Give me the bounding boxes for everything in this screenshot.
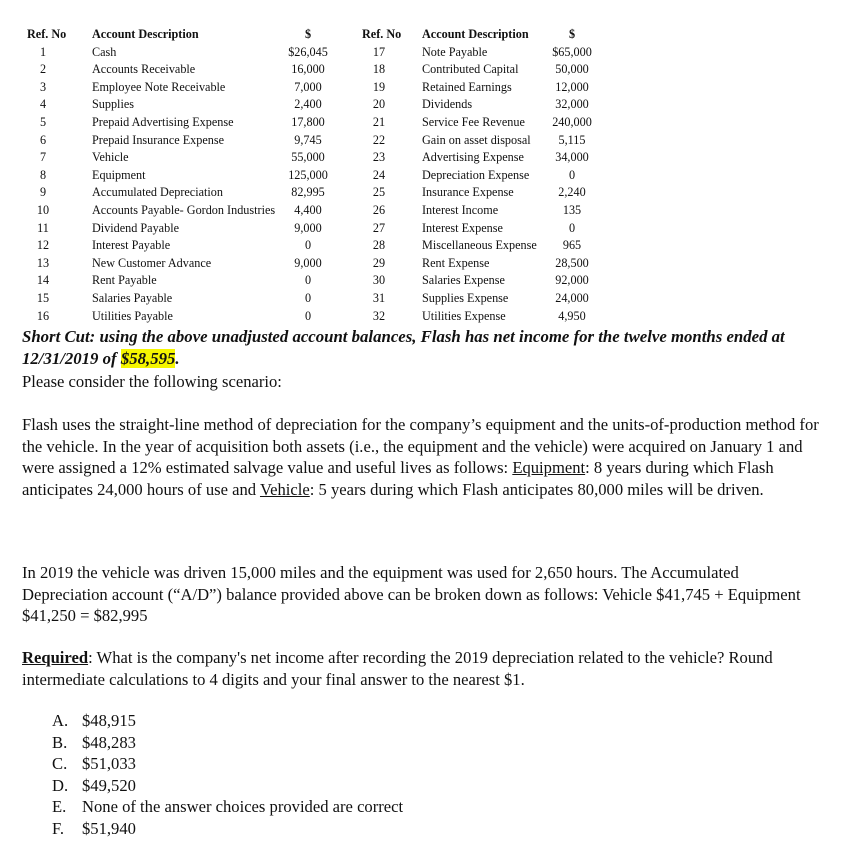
table-row [27, 167, 607, 185]
account-description-cell: Note Payable [422, 44, 488, 59]
account-description-cell: Depreciation Expense [422, 167, 530, 182]
ref-no-cell: 25 [372, 185, 386, 200]
account-description-cell: Prepaid Insurance Expense [92, 132, 224, 147]
amount-cell: 9,745 [294, 132, 322, 147]
amount-cell: 32,000 [555, 97, 589, 112]
ref-no-cell: 29 [372, 255, 386, 270]
ref-no-cell: 1 [39, 44, 47, 59]
header-ref-no: Ref. No [362, 27, 402, 41]
amount-cell: 5,115 [558, 132, 586, 147]
table-row [27, 308, 607, 326]
required-text: : What is the company's net income after recording the 2019 depreciation related to the vehicle? Round intermediate calculations to 4 digits and your final answer to the nearest $1. [22, 648, 773, 689]
answer-choice [52, 732, 403, 754]
table-row [27, 237, 607, 255]
choice-letter: F. [52, 818, 65, 838]
answer-choices [52, 710, 403, 840]
answer-choice [52, 818, 403, 840]
account-description-cell: Miscellaneous Expense [422, 238, 537, 253]
amount-cell: 7,000 [294, 79, 322, 94]
ref-no-cell: 2 [39, 62, 47, 77]
shortcut-end: . [175, 348, 180, 368]
account-description-cell: Accounts Payable- Gordon Industries [92, 202, 276, 217]
ref-no-cell: 8 [39, 167, 47, 182]
amount-cell: 0 [568, 167, 576, 182]
header-account-description: Account Description [422, 27, 529, 41]
account-description-cell: Contributed Capital [422, 62, 519, 77]
amount-cell: 4,400 [294, 202, 322, 217]
header-account-description: Account Description [92, 27, 199, 41]
account-description-cell: Salaries Expense [422, 273, 505, 288]
answer-choice [52, 753, 403, 775]
required-label: Required [22, 648, 89, 667]
choice-text: $48,283 [82, 732, 136, 752]
choice-text: None of the answer choices provided are correct [82, 797, 404, 817]
amount-cell: 4,950 [558, 308, 586, 323]
account-description-cell: New Customer Advance [92, 255, 212, 270]
ref-no-cell: 28 [372, 238, 386, 253]
amount-cell: 0 [568, 220, 576, 235]
ref-no-cell: 13 [36, 255, 50, 270]
ref-no-cell: 15 [36, 290, 50, 305]
usage-paragraph: In 2019 the vehicle was driven 15,000 miles and the equipment was used for 2,650 hours. The Accumulated Depreciation account (“A/D”) balance provided above can be broken down as follows: Vehicle $41,745 + Equipment $41,250 = $82,995 [22, 563, 801, 625]
account-description-cell: Dividend Payable [92, 220, 179, 235]
ref-no-cell: 11 [37, 220, 49, 235]
table-header-row [27, 26, 607, 44]
account-description-cell: Supplies [92, 97, 134, 112]
table-row [27, 114, 607, 132]
table-row [27, 202, 607, 220]
account-description-cell: Advertising Expense [422, 150, 524, 165]
ref-no-cell: 9 [39, 185, 47, 200]
ref-no-cell: 21 [372, 114, 386, 129]
amount-cell: 28,500 [555, 255, 589, 270]
amount-cell: 240,000 [552, 114, 592, 129]
ref-no-cell: 22 [372, 132, 386, 147]
choice-letter: D. [52, 775, 69, 795]
ref-no-cell: 4 [39, 97, 47, 112]
table-row [27, 79, 607, 97]
ref-no-cell: 24 [372, 167, 386, 182]
account-description-cell: Accumulated Depreciation [92, 185, 223, 200]
account-description-cell: Cash [92, 44, 117, 59]
account-description-cell: Insurance Expense [422, 185, 514, 200]
account-description-cell: Accounts Receivable [92, 62, 196, 77]
amount-cell: 0 [304, 238, 312, 253]
account-description-cell: Interest Income [422, 202, 499, 217]
answer-choice [52, 775, 403, 797]
amount-cell: 9,000 [294, 220, 322, 235]
table-row [27, 44, 607, 62]
equipment-label: Equipment [512, 458, 586, 477]
account-description-cell: Gain on asset disposal [422, 132, 531, 147]
ref-no-cell: 6 [39, 132, 47, 147]
equipment-text: : 8 years during which Flash anticipates 24,000 hours of use and [22, 458, 774, 499]
account-description-cell: Supplies Expense [422, 290, 509, 305]
account-description-cell: Equipment [92, 167, 146, 182]
ref-no-cell: 18 [372, 62, 386, 77]
ref-no-cell: 12 [36, 238, 50, 253]
table-row [27, 184, 607, 202]
net-income-highlight: $58,595 [120, 348, 176, 368]
ref-no-cell: 23 [372, 150, 386, 165]
choice-letter: E. [52, 797, 67, 817]
header-amount: $ [568, 27, 576, 41]
scenario-intro-line: Please consider the following scenario: [22, 372, 282, 391]
account-description-cell: Vehicle [92, 150, 129, 165]
table-row [27, 149, 607, 167]
choice-text: $48,915 [82, 711, 136, 730]
required-paragraph [22, 647, 822, 690]
amount-cell: 17,800 [291, 114, 325, 129]
amount-cell: 2,400 [294, 97, 322, 112]
account-description-cell: Salaries Payable [92, 290, 173, 305]
ref-no-cell: 32 [372, 308, 386, 323]
account-description-cell: Rent Payable [92, 273, 157, 288]
ref-no-cell: 16 [36, 308, 50, 323]
account-description-cell: Employee Note Receivable [92, 79, 226, 94]
ref-no-cell: 5 [39, 114, 47, 129]
table-row [27, 61, 607, 79]
table-row [27, 255, 607, 273]
choice-letter: C. [52, 754, 68, 774]
ref-no-cell: 19 [372, 79, 386, 94]
account-description-cell: Interest Expense [422, 220, 503, 235]
amount-cell: 0 [304, 290, 312, 305]
amount-cell: 34,000 [555, 150, 589, 165]
ref-no-cell: 17 [372, 44, 386, 59]
ref-no-cell: 27 [372, 220, 386, 235]
ref-no-cell: 20 [372, 97, 386, 112]
scenario-paragraph [22, 414, 822, 500]
ref-no-cell: 31 [372, 290, 386, 305]
choice-letter: A. [52, 711, 69, 730]
vehicle-text: : 5 years during which Flash anticipates 80,000 miles will be driven. [309, 479, 764, 499]
account-description-cell: Retained Earnings [422, 79, 512, 94]
shortcut-text: using the above unadjusted account balances, Flash has net income for the twelve months ended at 12/31/2019 of [22, 327, 785, 368]
amount-cell: 24,000 [555, 290, 589, 305]
account-description-cell: Rent Expense [422, 255, 490, 270]
account-description-cell: Interest Payable [92, 238, 171, 253]
amount-cell: 16,000 [291, 62, 325, 77]
amount-cell: 965 [562, 238, 582, 253]
table-row [27, 272, 607, 290]
account-description-cell: Dividends [422, 97, 473, 112]
amount-cell: 0 [304, 308, 312, 323]
amount-cell: 55,000 [291, 150, 325, 165]
account-description-cell: Prepaid Advertising Expense [92, 114, 234, 129]
amount-cell: 125,000 [288, 167, 328, 182]
shortcut-label: Short Cut: [22, 327, 96, 346]
shortcut-note [22, 326, 822, 369]
choice-letter: B. [52, 732, 68, 752]
account-description-cell: Utilities Payable [92, 308, 173, 323]
header-amount: $ [304, 27, 312, 41]
amount-cell: 0 [304, 273, 312, 288]
account-description-cell: Service Fee Revenue [422, 114, 525, 129]
account-description-cell: Utilities Expense [422, 308, 506, 323]
amount-cell: 135 [562, 202, 582, 217]
amount-cell: 50,000 [555, 62, 589, 77]
account-balances-table [27, 26, 607, 325]
table-row [27, 96, 607, 114]
ref-no-cell: 10 [36, 202, 50, 217]
ref-no-cell: 30 [372, 273, 386, 288]
amount-cell: 2,240 [558, 185, 586, 200]
choice-text: $51,940 [82, 818, 136, 838]
answer-choice [52, 796, 403, 818]
choice-text: $51,033 [82, 754, 136, 774]
header-ref-no: Ref. No [27, 27, 67, 41]
ref-no-cell: 14 [36, 273, 50, 288]
amount-cell: 9,000 [294, 255, 322, 270]
vehicle-label: Vehicle [259, 479, 310, 499]
table-row [27, 290, 607, 308]
ref-no-cell: 26 [372, 202, 386, 217]
table-row [27, 220, 607, 238]
table-row [27, 132, 607, 150]
amount-cell: $65,000 [552, 44, 592, 59]
ref-no-cell: 7 [39, 150, 47, 165]
amount-cell: 92,000 [555, 273, 589, 288]
amount-cell: 82,995 [291, 185, 325, 200]
choice-text: $49,520 [82, 775, 136, 795]
scenario-intro: Flash uses the straight-line method of depreciation for the company’s equipment and the units-of-production method for the vehicle. In the year of acquisition both assets (i.e., the equipment and the vehicle) were acquired on January 1 and were assigned a 12% estimated salvage value and useful lives as follows: [22, 415, 819, 477]
ref-no-cell: 3 [39, 79, 47, 94]
answer-choice [52, 710, 403, 732]
amount-cell: 12,000 [555, 79, 589, 94]
amount-cell: $26,045 [288, 44, 328, 59]
